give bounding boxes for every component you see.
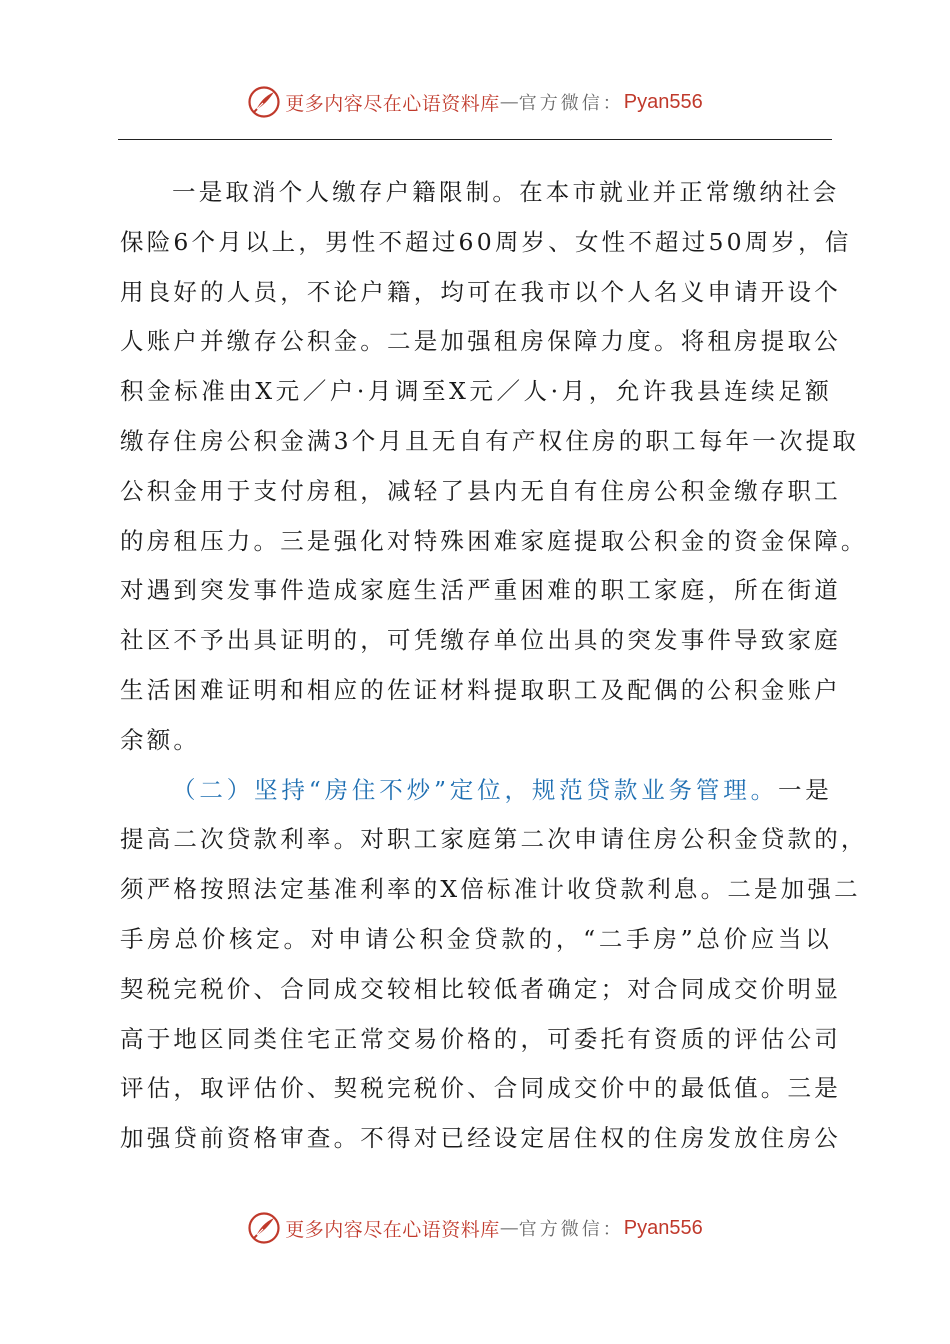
text-line: 余额。: [120, 725, 201, 754]
banner-separator: —: [499, 91, 519, 113]
paragraph-1: [120, 168, 868, 766]
text-line: 高于地区同类住宅正常交易价格的，可委托有资质的评估公司: [120, 1024, 841, 1053]
heading-trailing-text: 一是: [777, 775, 832, 804]
document-body: [120, 168, 868, 1164]
text-line: 加强贷前资格审查。不得对已经设定居住权的住房发放住房公: [120, 1124, 841, 1153]
text-line: 须严格按照法定基准利率的X倍标准计收贷款利息。二是加强二: [120, 875, 861, 904]
text-line: 手房总价核定。对申请公积金贷款的，“二手房”总价应当以: [120, 924, 832, 953]
text-line: 契税完税价、合同成交较相比较低者确定；对合同成交价明显: [120, 974, 841, 1003]
banner-official-label: 官方微信：: [518, 93, 624, 114]
text-line: 积金标准由X元／户·月调至X元／人·月，允许我县连续足额: [120, 377, 832, 406]
banner-wechat-id: Pyan556: [623, 1216, 703, 1239]
text-line: 社区不予出具证明的，可凭缴存单位出具的突发事件导致家庭: [120, 626, 841, 655]
quill-logo-icon: [247, 1211, 281, 1245]
text-line: 生活困难证明和相应的佐证材料提取职工及配偶的公积金账户: [120, 675, 841, 704]
footer-banner: [0, 1208, 950, 1248]
text-line: [120, 766, 832, 816]
text-line: 用良好的人员，不论户籍，均可在我市以个人名义申请开设个: [120, 277, 841, 306]
text-line: 提高二次贷款利率。对职工家庭第二次申请住房公积金贷款的，: [120, 825, 868, 854]
quill-logo-icon: [247, 85, 281, 119]
banner-separator: —: [499, 1217, 519, 1239]
text-line: 缴存住房公积金满3个月且无自有产权住房的职工每年一次提取: [120, 426, 860, 455]
header-banner: [0, 82, 950, 122]
banner-brand-text: 更多内容尽在心语资料库: [285, 92, 500, 115]
paragraph-2: [120, 766, 868, 1164]
section-heading: （二）坚持“房住不炒”定位，规范贷款业务管理。: [172, 775, 778, 804]
text-line: 的房租压力。三是强化对特殊困难家庭提取公积金的资金保障。: [120, 526, 868, 555]
text-line: 人账户并缴存公积金。二是加强租房保障力度。将租房提取公: [120, 327, 841, 356]
header-divider: [118, 139, 832, 140]
banner-brand-text: 更多内容尽在心语资料库: [285, 1218, 500, 1241]
text-line: 对遇到突发事件造成家庭生活严重困难的职工家庭，所在街道: [120, 576, 841, 605]
text-line: 保险6个月以上，男性不超过60周岁、女性不超过50周岁，信: [120, 227, 852, 256]
text-line: 一是取消个人缴存户籍限制。在本市就业并正常缴纳社会: [172, 178, 840, 206]
text-line: 公积金用于支付房租，减轻了县内无自有住房公积金缴存职工: [120, 476, 841, 505]
banner-wechat-id: Pyan556: [623, 90, 703, 113]
banner-official-label: 官方微信：: [518, 1219, 624, 1240]
text-line: 评估，取评估价、契税完税价、合同成交价中的最低值。三是: [120, 1074, 841, 1103]
